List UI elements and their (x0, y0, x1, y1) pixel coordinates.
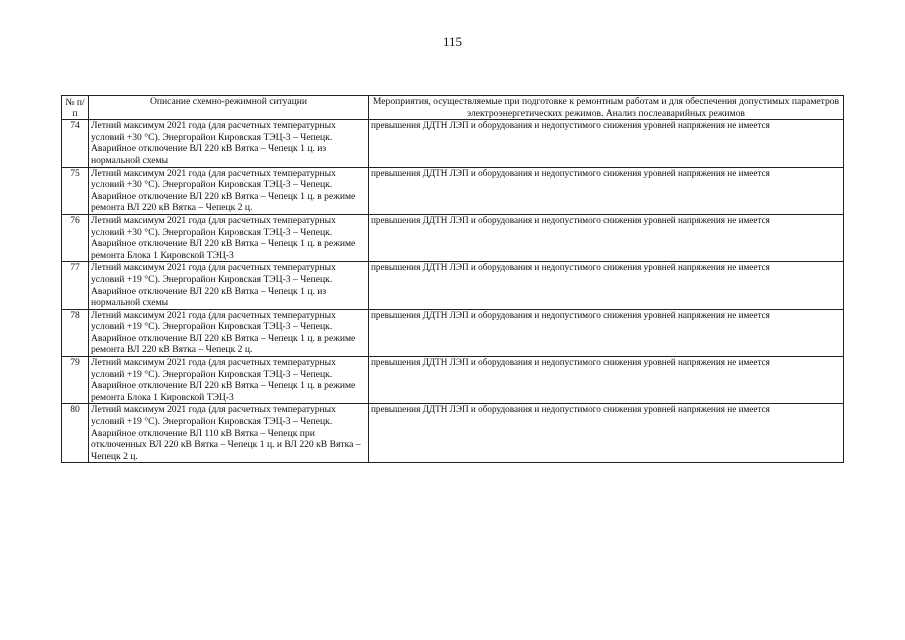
row-description: Летний максимум 2021 года (для расчетных температурных условий +19 °С). Энергорайон Кировская ТЭЦ-3 – Чепецк. Аварийное отключение ВЛ 220 кВ Вятка – Чепецк 1 ц. в режиме ремонта Блока 1 Кировской ТЭЦ-3 (89, 357, 369, 404)
table-row (62, 309, 844, 356)
header-measures: Мероприятия, осуществляемые при подготовке к ремонтным работам и для обеспечения допустимых параметров электроэнергетических режимов. Анализ послеаварийных режимов (369, 96, 844, 120)
row-num: 79 (62, 357, 89, 404)
table-row (62, 404, 844, 463)
page-number: 115 (442, 34, 463, 49)
table-row (62, 214, 844, 261)
row-num: 74 (62, 120, 89, 167)
table-body (62, 120, 844, 463)
row-num: 76 (62, 214, 89, 261)
row-num: 77 (62, 262, 89, 309)
row-description: Летний максимум 2021 года (для расчетных температурных условий +19 °С). Энергорайон Кировская ТЭЦ-3 – Чепецк. Аварийное отключение ВЛ 110 кВ Вятка – Чепецк при отключенных ВЛ 220 кВ Вятка – Чепецк 1 ц. и ВЛ 220 кВ Вятка – Чепецк 2 ц. (89, 404, 369, 463)
table-row (62, 357, 844, 404)
header-num: № п/п (62, 96, 89, 120)
situations-table (61, 95, 844, 463)
header-description: Описание схемно-режимной ситуации (89, 96, 369, 120)
row-measures: превышения ДДТН ЛЭП и оборудования и недопустимого снижения уровней напряжения не имеется (369, 357, 844, 404)
row-description: Летний максимум 2021 года (для расчетных температурных условий +19 °С). Энергорайон Кировская ТЭЦ-3 – Чепецк. Аварийное отключение ВЛ 220 кВ Вятка – Чепецк 1 ц. из нормальной схемы (89, 262, 369, 309)
row-description: Летний максимум 2021 года (для расчетных температурных условий +30 °С). Энергорайон Кировская ТЭЦ-3 – Чепецк. Аварийное отключение ВЛ 220 кВ Вятка – Чепецк 1 ц. из нормальной схемы (89, 120, 369, 167)
row-description: Летний максимум 2021 года (для расчетных температурных условий +19 °С). Энергорайон Кировская ТЭЦ-3 – Чепецк. Аварийное отключение ВЛ 220 кВ Вятка – Чепецк 1 ц. в режиме ремонта ВЛ 220 кВ Вятка – Чепецк 2 ц. (89, 309, 369, 356)
row-measures: превышения ДДТН ЛЭП и оборудования и недопустимого снижения уровней напряжения не имеется (369, 404, 844, 463)
table-row (62, 167, 844, 214)
row-measures: превышения ДДТН ЛЭП и оборудования и недопустимого снижения уровней напряжения не имеется (369, 167, 844, 214)
row-num: 78 (62, 309, 89, 356)
table-header (62, 96, 844, 120)
row-description: Летний максимум 2021 года (для расчетных температурных условий +30 °С). Энергорайон Кировская ТЭЦ-3 – Чепецк. Аварийное отключение ВЛ 220 кВ Вятка – Чепецк 1 ц. в режиме ремонта Блока 1 Кировской ТЭЦ-3 (89, 214, 369, 261)
row-num: 80 (62, 404, 89, 463)
row-measures: превышения ДДТН ЛЭП и оборудования и недопустимого снижения уровней напряжения не имеется (369, 214, 844, 261)
row-num: 75 (62, 167, 89, 214)
row-measures: превышения ДДТН ЛЭП и оборудования и недопустимого снижения уровней напряжения не имеется (369, 262, 844, 309)
row-measures: превышения ДДТН ЛЭП и оборудования и недопустимого снижения уровней напряжения не имеется (369, 120, 844, 167)
row-description: Летний максимум 2021 года (для расчетных температурных условий +30 °С). Энергорайон Кировская ТЭЦ-3 – Чепецк. Аварийное отключение ВЛ 220 кВ Вятка – Чепецк 1 ц. в режиме ремонта ВЛ 220 кВ Вятка – Чепецк 2 ц. (89, 167, 369, 214)
row-measures: превышения ДДТН ЛЭП и оборудования и недопустимого снижения уровней напряжения не имеется (369, 309, 844, 356)
table-row (62, 262, 844, 309)
header-row (62, 96, 844, 120)
table-row (62, 120, 844, 167)
